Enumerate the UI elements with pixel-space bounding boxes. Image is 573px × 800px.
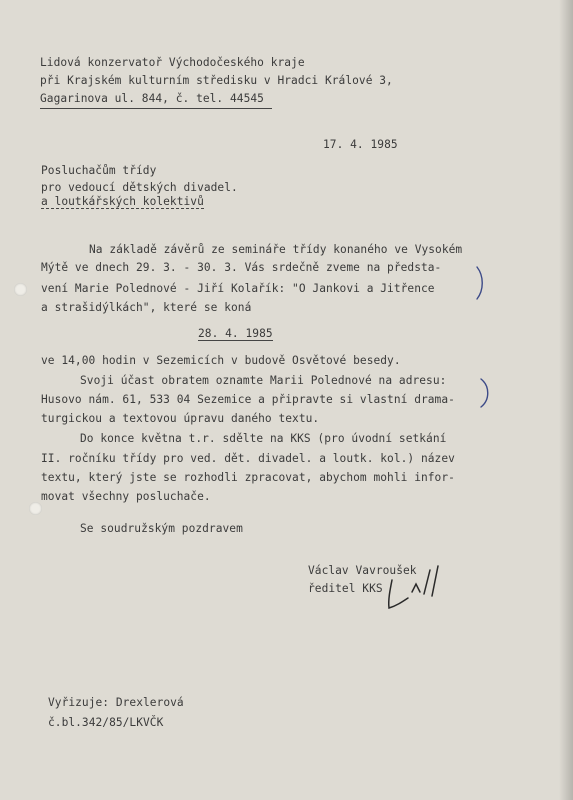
reference-number: č.bl.342/85/LKVČK xyxy=(48,716,164,729)
handled-by: Vyřizuje: Drexlerová xyxy=(48,696,184,709)
addressee-line-3: a loutkářských kolektivů xyxy=(41,195,204,208)
header-line-1: Lidová konzervatoř Východočeského kraje xyxy=(40,56,305,69)
addressee-line-2: pro vedoucí dětských divadel. xyxy=(41,181,238,194)
body-p1-line-1: Na základě závěrů ze semináře třídy konaného ve Vysokém xyxy=(89,243,463,256)
header-underline xyxy=(40,108,272,109)
punch-hole-bottom xyxy=(29,502,42,515)
handwritten-signature xyxy=(380,562,450,614)
body-p2-line-3: turgickou a textovou úpravu daného textu. xyxy=(41,412,320,425)
addressee-line-1: Posluchačům třídy xyxy=(41,164,157,177)
header-line-3: Gagarinova ul. 844, č. tel. 44545 xyxy=(40,92,264,105)
signatory-name: Václav Vavroušek xyxy=(308,564,417,577)
margin-bracket-mark-2 xyxy=(478,378,492,408)
punch-hole-top xyxy=(14,283,27,296)
body-p3-line-1: Do konce května t.r. sdělte na KKS (pro úvodní setkání xyxy=(80,432,447,445)
body-p2-line-2: Husovo nám. 61, 533 04 Sezemice a připravte si vlastní drama- xyxy=(41,393,455,406)
letter-date: 17. 4. 1985 xyxy=(323,138,398,151)
margin-bracket-mark-1 xyxy=(474,266,486,300)
body-p1-line-2: Mýtě ve dnech 29. 3. - 30. 3. Vás srdečně zveme na předsta- xyxy=(41,261,442,274)
header-line-2: při Krajském kulturním středisku v Hradci Králové 3, xyxy=(40,74,393,87)
body-p1-line-4: a strašidýlkách", které se koná xyxy=(41,301,252,314)
body-p3-line-3: textu, který jste se rozhodli zpracovat, abychom mohli infor- xyxy=(41,471,455,484)
signatory-title: ředitel KKS xyxy=(308,582,383,595)
body-p3-line-2: II. ročníku třídy pro ved. dět. divadel. a loutk. kol.) název xyxy=(41,452,455,465)
body-p1-line-5: ve 14,00 hodin v Sezemicích v budově Osvětové besedy. xyxy=(41,354,401,367)
body-p2-line-1: Svoji účast obratem oznamte Marii Polednové na adresu: xyxy=(80,374,447,387)
event-date: 28. 4. 1985 xyxy=(198,327,273,340)
closing-greeting: Se soudružským pozdravem xyxy=(80,522,243,535)
body-p1-line-3: vení Marie Polednové - Jiří Kolařík: "O Jankovi a Jitřence xyxy=(41,282,435,295)
body-p3-line-4: movat všechny posluchače. xyxy=(41,490,211,503)
